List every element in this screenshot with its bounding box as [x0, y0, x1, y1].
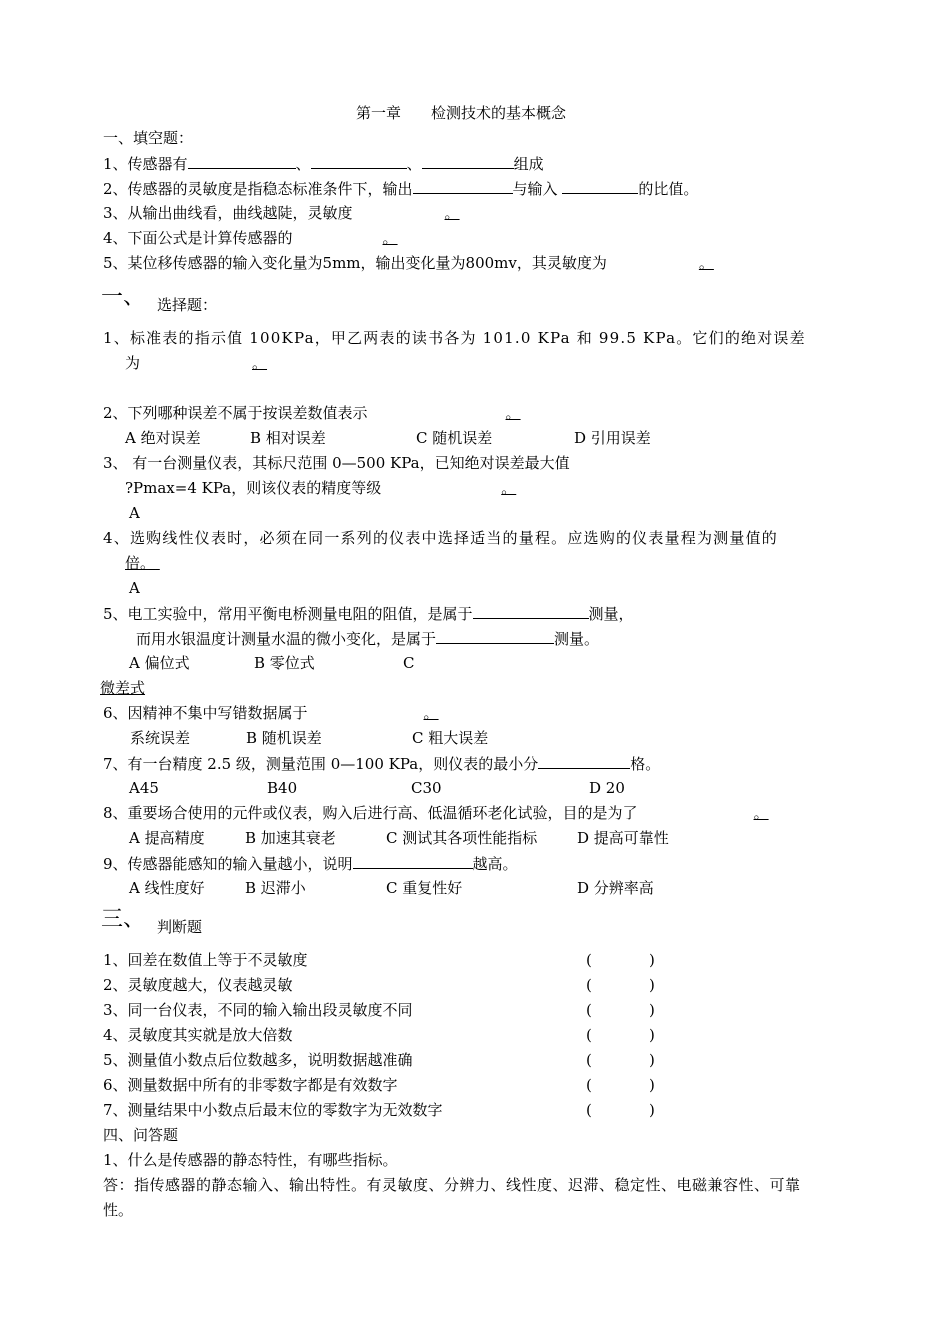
- choice-q5-line2-text: 而用水银温度计测量水温的微小变化，是属于: [136, 630, 437, 648]
- choice-q4-line1: 4、选购线性仪表时，必须在同一系列的仪表中选择适当的量程。应选购的仪表量程为测量值的: [103, 529, 778, 547]
- choice-q5-opt-c: C: [403, 654, 415, 672]
- fill-q1-text: 1、传感器有: [103, 155, 188, 173]
- choice-q2: [103, 403, 533, 423]
- choice-q6-blank: 。: [423, 704, 439, 722]
- choice-q5-opt-b: B 零位式: [254, 654, 315, 672]
- fill-q3-blank: 。: [444, 204, 460, 222]
- choice-q9-opt-a: A 线性度好: [129, 879, 205, 897]
- blank-line: [188, 153, 296, 169]
- judge-item: 5、测量值小数点后位数越多，说明数据越准确: [103, 1051, 413, 1069]
- choice-q1-line2: [125, 353, 279, 373]
- choice-q6-opt-b: B 随机误差: [246, 729, 322, 747]
- fill-q1: [103, 153, 544, 174]
- choice-q5-line2-end: 测量。: [554, 630, 600, 648]
- answer-paren-close: ): [649, 1001, 655, 1019]
- answer-paren-open: (: [586, 1076, 592, 1094]
- answer-paren-close: ): [649, 976, 655, 994]
- choice-q9-opt-b: B 迟滞小: [245, 879, 306, 897]
- blank-line: [436, 628, 554, 644]
- fill-q5-blank: 。: [698, 254, 714, 272]
- judge-item: 6、测量数据中所有的非零数字都是有效数字: [103, 1076, 398, 1094]
- choice-q2-blank: 。: [505, 404, 521, 422]
- choice-q3-line2: [125, 478, 528, 498]
- choice-q8-opt-a: A 提高精度: [129, 829, 205, 847]
- choice-q5-line1-text: 5、电工实验中，常用平衡电桥测量电阻的阻值，是属于: [103, 605, 473, 623]
- choice-q7: [103, 753, 660, 774]
- section-choice-number: 一、: [101, 285, 146, 310]
- choice-q6: [103, 703, 451, 723]
- choice-q2-opt-d: D 引用误差: [574, 429, 651, 447]
- choice-q6-opt-c: C 粗大误差: [412, 729, 489, 747]
- judge-item: 2、灵敏度越大，仪表越灵敏: [103, 976, 293, 994]
- blank-line: [473, 603, 589, 619]
- fill-q5: [103, 253, 726, 273]
- answer-paren-open: (: [586, 976, 592, 994]
- choice-q4-answer: A: [129, 579, 140, 597]
- judge-item: 1、回差在数值上等于不灵敏度: [103, 951, 308, 969]
- choice-q8-opt-c: C 测试其各项性能指标: [386, 829, 538, 847]
- choice-q2-text: 2、下列哪种误差不属于按误差数值表示: [103, 404, 368, 422]
- fill-q4-blank: 。: [382, 229, 398, 247]
- fill-q1-end: 组成: [513, 155, 544, 173]
- choice-q9-end: 越高。: [472, 855, 518, 873]
- chapter-title: 第一章 检测技术的基本概念: [356, 104, 567, 122]
- blank-line: [538, 753, 630, 769]
- answer-paren-close: ): [649, 1051, 655, 1069]
- blank-line: [311, 153, 407, 169]
- fill-q3: [103, 203, 474, 223]
- choice-q7-opt-d: D 20: [589, 779, 625, 797]
- choice-q3-answer: A: [129, 504, 140, 522]
- choice-q4-line2: 倍。: [125, 554, 156, 572]
- fill-q5-text: 5、某位移传感器的输入变化量为5mm，输出变化量为800mv，其灵敏度为: [103, 254, 607, 272]
- choice-q9-opt-d: D 分辨率高: [577, 879, 654, 897]
- answer-paren-open: (: [586, 1001, 592, 1019]
- answer-paren-open: (: [586, 1026, 592, 1044]
- section-fill-blank-title: 一、填空题：: [103, 129, 194, 147]
- section-judge-number: 三、: [101, 907, 146, 932]
- choice-q8-blank: 。: [753, 804, 769, 822]
- answer-paren-close: ): [649, 1101, 655, 1119]
- choice-q5-line1-end: 测量，: [588, 605, 634, 623]
- blank-line: [562, 178, 638, 194]
- choice-q9-opt-c: C 重复性好: [386, 879, 463, 897]
- answer-paren-close: ): [649, 1026, 655, 1044]
- choice-q6-text: 6、因精神不集中写错数据属于: [103, 704, 308, 722]
- choice-q2-opt-c: C 随机误差: [416, 429, 493, 447]
- choice-q7-opt-a: A45: [129, 779, 159, 797]
- judge-item: 7、测量结果中小数点后最末位的零数字为无效数字: [103, 1101, 443, 1119]
- fill-q2: [103, 178, 698, 199]
- fill-q4: [103, 228, 410, 248]
- choice-q5-line1: [103, 603, 634, 624]
- blank-line: [353, 853, 473, 869]
- choice-q7-text: 7、有一台精度 2.5 级，测量范围 0—100 KPa，则仪表的最小分: [103, 755, 539, 773]
- blank-line: [422, 153, 514, 169]
- section-judge-title: 判断题: [157, 918, 203, 936]
- answer-paren-open: (: [586, 1051, 592, 1069]
- answer-paren-open: (: [586, 1101, 592, 1119]
- choice-q5-line2: [136, 628, 599, 649]
- choice-q2-opt-b: B 相对误差: [250, 429, 326, 447]
- choice-q5-extra: 微差式: [100, 679, 146, 697]
- choice-q2-opt-a: A 绝对误差: [125, 429, 201, 447]
- choice-q1-blank: 。: [252, 354, 268, 372]
- judge-item: 4、灵敏度其实就是放大倍数: [103, 1026, 293, 1044]
- fill-q1-sep2: 、: [406, 155, 422, 173]
- choice-q8-opt-d: D 提高可靠性: [577, 829, 669, 847]
- section-choice-title: 选择题：: [157, 296, 218, 314]
- fill-q2-mid: 与输入: [512, 180, 558, 198]
- judge-item: 3、同一台仪表，不同的输入输出段灵敏度不同: [103, 1001, 413, 1019]
- fill-q2-text: 2、传感器的灵敏度是指稳态标准条件下，输出: [103, 180, 413, 198]
- blank-line: [413, 178, 513, 194]
- choice-q8-text: 8、重要场合使用的元件或仪表，购入后进行高、低温循环老化试验，目的是为了: [103, 804, 638, 822]
- fill-q3-text: 3、从输出曲线看，曲线越陡，灵敏度: [103, 204, 353, 222]
- answer-paren-open: (: [586, 951, 592, 969]
- choice-q7-opt-c: C30: [411, 779, 442, 797]
- choice-q1-line1: 1、标准表的指示值 100KPa，甲乙两表的读书各为 101.0 KPa 和 99.5 KPa。它们的绝对误差: [103, 329, 806, 347]
- answer-paren-close: ): [649, 951, 655, 969]
- fill-q2-end: 的比值。: [638, 180, 699, 198]
- choice-q3-line1: 3、 有一台测量仪表，其标尺范围 0—500 KPa，已知绝对误差最大值: [103, 454, 570, 472]
- choice-q5-opt-a: A 偏位式: [129, 654, 190, 672]
- section-qa-title: 四、问答题: [103, 1126, 179, 1144]
- choice-q8-opt-b: B 加速其衰老: [245, 829, 336, 847]
- choice-q8: [103, 803, 781, 823]
- choice-q1-line2-text: 为: [125, 354, 141, 372]
- fill-q4-text: 4、下面公式是计算传感器的: [103, 229, 293, 247]
- fill-q1-sep1: 、: [295, 155, 311, 173]
- choice-q7-opt-b: B40: [267, 779, 298, 797]
- qa-a1-line1: 答：指传感器的静态输入、输出特性。有灵敏度、分辨力、线性度、迟滞、稳定性、电磁兼容性、可靠: [103, 1176, 801, 1194]
- choice-q9: [103, 853, 518, 874]
- choice-q6-opt-a: 系统误差: [130, 729, 191, 747]
- choice-q3-blank: 。: [501, 479, 517, 497]
- qa-q1: 1、什么是传感器的静态特性，有哪些指标。: [103, 1151, 398, 1169]
- choice-q9-text: 9、传感器能感知的输入量越小，说明: [103, 855, 353, 873]
- qa-a1-line2: 性。: [103, 1201, 134, 1219]
- choice-q7-end: 格。: [630, 755, 661, 773]
- choice-q3-line2-text: ?Pmax=4 KPa，则该仪表的精度等级: [125, 479, 382, 497]
- answer-paren-close: ): [649, 1076, 655, 1094]
